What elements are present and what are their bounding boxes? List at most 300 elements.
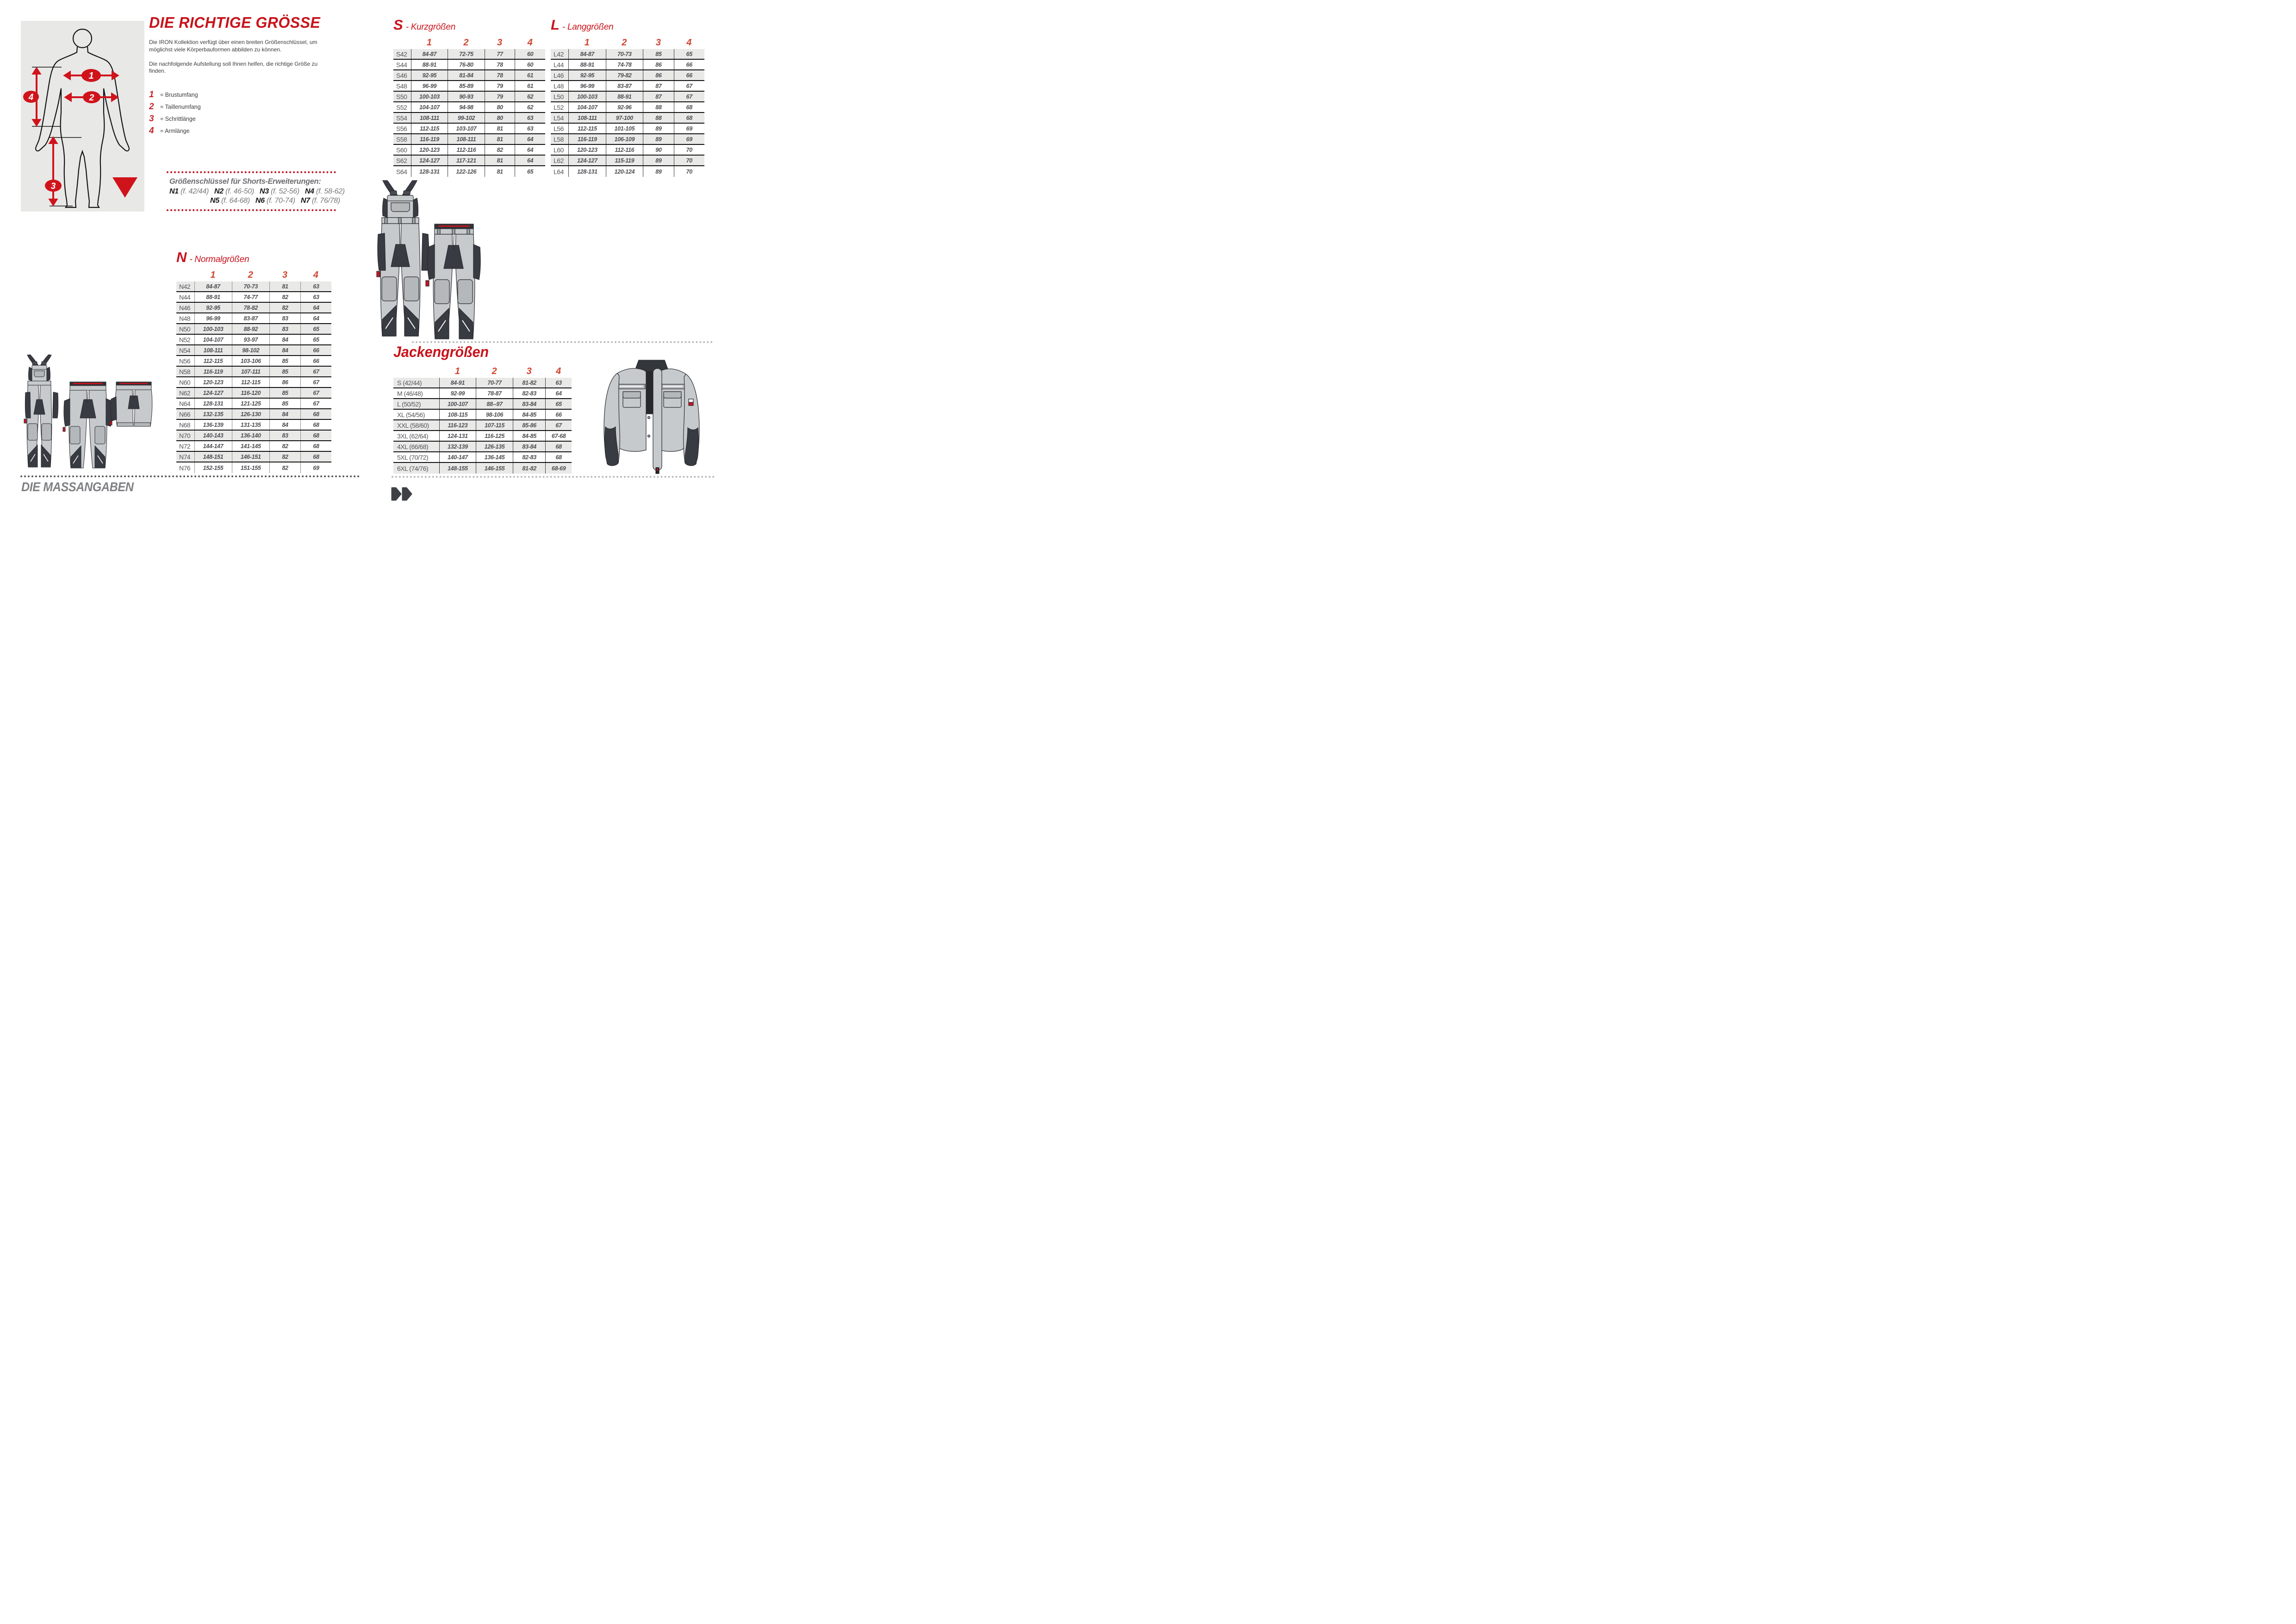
row-label: S62 [396,156,407,164]
table-row [551,166,704,177]
table-row [176,420,331,431]
size-value: 99-102 [448,113,485,123]
size-value: 84 [269,409,300,419]
size-value: 101-105 [606,124,643,133]
size-value: 69 [674,124,704,133]
size-value: 116-123 [439,420,476,430]
row-label: L (50/52) [397,400,421,408]
size-value: 112-116 [606,145,643,155]
size-value: 136-145 [476,452,513,462]
size-value: 81 [269,281,300,291]
size-value: 104-107 [194,335,232,344]
row-label: N72 [179,442,191,450]
row-label: N64 [179,400,191,407]
shorts-key-row-2 [210,197,340,205]
size-value: 92-99 [439,388,476,398]
row-label: L46 [554,71,564,79]
langgroessen-title [551,17,704,35]
size-value: 79-82 [606,70,643,80]
size-value: 112-115 [411,124,448,133]
table-row [176,388,331,399]
shorts-key-entry [214,187,254,196]
size-value: 88-91 [606,92,643,101]
size-value: 83-87 [232,313,269,323]
table-row [393,463,572,474]
size-value: 83 [269,431,300,440]
table-row [393,156,545,166]
size-value: 96-99 [194,313,232,323]
row-label: S56 [396,125,407,132]
size-value: 69 [300,462,331,473]
size-value: 62 [515,102,545,112]
legend-number: 3 [149,114,154,124]
size-value: 65 [545,399,572,409]
size-value: 68 [545,442,572,451]
size-value: 63 [515,124,545,133]
size-value: 148-151 [194,452,232,462]
shorts-size-code: N2 [214,187,226,195]
badge-2: 2 [89,93,94,103]
column-header-2: 2 [622,37,627,48]
size-value: 80 [485,113,515,123]
section-letter: S [393,17,403,33]
size-value: 88--97 [476,399,513,409]
size-value: 84-87 [568,49,605,59]
size-value: 61 [515,81,545,91]
size-value: 81 [485,124,515,133]
row-label: N68 [179,421,191,429]
table-row [393,442,572,452]
intro-paragraph-2: Die nachfolgende Aufstellung soll Ihnen helfen, die richtige Größe zu finden. [149,60,318,75]
size-value: 120-123 [568,145,605,155]
table-row [393,124,545,134]
size-value: 116-119 [411,134,448,144]
table-row [551,134,704,145]
legend-label: = Armlänge [160,128,190,134]
size-value: 64 [300,313,331,323]
size-value: 78 [485,70,515,80]
size-value: 141-145 [232,441,269,451]
size-value: 84 [269,420,300,430]
row-label: N58 [179,368,191,375]
table-row [393,60,545,70]
row-label: L50 [554,93,564,100]
size-value: 83-87 [606,81,643,91]
legend-label: = Brustumfang [160,92,198,98]
table-row [176,303,331,313]
table-row [176,377,331,388]
size-value: 63 [545,378,572,387]
size-value: 64 [515,134,545,144]
size-value: 146-155 [476,463,513,474]
column-header-3: 3 [282,270,288,280]
size-value: 92-95 [568,70,605,80]
size-value: 88-91 [568,60,605,69]
size-guide-page [0,0,717,507]
size-value: 128-131 [194,399,232,408]
size-value: 103-106 [232,356,269,366]
size-value: 103-107 [448,124,485,133]
size-value: 90 [643,145,673,155]
size-value: 124-127 [411,156,448,165]
shorts-size-code: N4 [305,187,316,195]
row-label: L58 [554,135,564,143]
shorts-key-entry [301,197,340,205]
column-headers [551,35,704,49]
column-header-1: 1 [584,37,590,48]
size-value: 66 [300,356,331,366]
table-row [551,145,704,156]
size-value: 65 [300,335,331,344]
size-value: 72-75 [448,49,485,59]
size-value: 66 [545,410,572,419]
table-rows [393,378,572,474]
size-value: 84-91 [439,378,476,387]
shorts-key-entry [169,187,209,196]
size-value: 88-91 [194,292,232,302]
size-value: 140-143 [194,431,232,440]
row-label: N42 [179,282,191,290]
size-value: 84-85 [513,410,545,419]
size-value: 104-107 [568,102,605,112]
column-header-3: 3 [497,37,503,48]
table-row [176,281,331,292]
size-value: 83 [269,313,300,323]
size-value: 82 [269,292,300,302]
size-value: 78-82 [232,303,269,312]
size-value: 70-73 [232,281,269,291]
column-header-2: 2 [492,366,497,376]
legend-number: 4 [149,126,154,136]
size-value: 86 [643,70,673,80]
size-value: 74-78 [606,60,643,69]
size-value: 108-115 [439,410,476,419]
size-value: 82-83 [513,452,545,462]
column-header-4: 4 [313,270,319,280]
size-value: 67 [545,420,572,430]
size-value: 88 [643,102,673,112]
size-value: 70 [674,166,704,177]
normalgroessen-table [176,249,331,473]
row-label: L54 [554,114,564,122]
size-value: 96-99 [568,81,605,91]
size-value: 67 [300,399,331,408]
row-label: L52 [554,103,564,111]
table-row [176,367,331,377]
row-label: L42 [554,50,564,58]
size-value: 100-103 [194,324,232,334]
shorts-size-range: (f. 46-50) [225,187,254,195]
legend-item [149,89,201,101]
size-value: 115-119 [606,156,643,165]
table-row [551,92,704,102]
size-value: 81 [485,166,515,177]
size-value: 86 [269,377,300,387]
row-label: L44 [554,61,564,69]
size-value: 107-115 [476,420,513,430]
page-title: DIE RICHTIGE GRÖSSE [149,14,321,31]
table-row [176,313,331,324]
size-value: 67 [300,377,331,387]
size-value: 64 [515,145,545,155]
table-rows [551,49,704,177]
row-label: M (46/48) [397,389,423,397]
size-value: 66 [674,60,704,69]
column-header-4: 4 [556,366,561,376]
row-label: N60 [179,378,191,386]
row-label: L48 [554,82,564,90]
size-value: 92-96 [606,102,643,112]
size-value: 81-82 [513,378,545,387]
row-label: L60 [554,146,564,154]
size-value: 92-95 [194,303,232,312]
table-row [176,335,331,345]
row-label: N50 [179,325,191,333]
size-value: 64 [515,156,545,165]
size-value: 116-119 [194,367,232,376]
row-label: N74 [179,453,191,461]
size-value: 83-84 [513,399,545,409]
size-value: 80 [485,102,515,112]
size-value: 69 [674,134,704,144]
shorts-size-range: (f. 76/78) [311,197,340,205]
normalgroessen-title [176,249,331,268]
size-value: 98-106 [476,410,513,419]
size-value: 106-109 [606,134,643,144]
table-rows [393,49,545,177]
size-value: 63 [300,281,331,291]
legend-item [149,125,201,137]
size-value: 152-155 [194,462,232,473]
table-row [393,113,545,124]
size-value: 122-126 [448,166,485,177]
shorts-size-range: (f. 42/44) [180,187,209,195]
size-value: 126-130 [232,409,269,419]
table-row [551,102,704,113]
body-measurement-figure [21,21,144,212]
size-value: 107-111 [232,367,269,376]
size-value: 82-83 [513,388,545,398]
size-value: 79 [485,81,515,91]
table-row [551,113,704,124]
shorts-key-entry [255,197,295,205]
size-value: 89 [643,166,673,177]
row-label: N66 [179,410,191,418]
column-header-4: 4 [686,37,692,48]
size-value: 62 [515,92,545,101]
size-value: 70 [674,145,704,155]
size-value: 85 [643,49,673,59]
table-row [393,378,572,388]
jackengroessen-title: Jackengrößen [393,344,489,360]
table-row [176,452,331,462]
size-value: 82 [269,303,300,312]
size-value: 96-99 [411,81,448,91]
row-label: N46 [179,304,191,312]
column-headers [393,35,545,49]
size-value: 98-102 [232,345,269,355]
row-label: S52 [396,103,407,111]
size-value: 81 [485,134,515,144]
table-row [551,156,704,166]
table-row [176,409,331,420]
column-header-1: 1 [210,270,216,280]
size-value: 124-131 [439,431,476,441]
size-value: 84 [269,345,300,355]
badge-1: 1 [88,71,94,81]
size-value: 68 [300,409,331,419]
row-label: 4XL (66/68) [397,443,429,450]
size-value: 84-87 [194,281,232,291]
size-value: 131-135 [232,420,269,430]
section-letter: N [176,249,187,265]
langgroessen-table [551,17,704,177]
table-row [176,356,331,367]
size-value: 63 [515,113,545,123]
row-label: S42 [396,50,407,58]
row-label: S64 [396,168,407,175]
section-subtitle: - Normalgrößen [189,255,249,264]
size-value: 120-123 [411,145,448,155]
size-value: 112-116 [448,145,485,155]
size-value: 112-115 [568,124,605,133]
size-value: 81-84 [448,70,485,80]
shorts-size-range: (f. 58-62) [316,187,345,195]
shorts-size-code: N5 [210,197,221,205]
size-value: 68 [300,441,331,451]
row-label: 6XL (74/76) [397,464,429,472]
table-row [176,462,331,473]
jacket-illustration [598,357,705,476]
section-subtitle: - Langgrößen [562,22,614,32]
size-value: 100-103 [568,92,605,101]
size-value: 70-77 [476,378,513,387]
size-value: 144-147 [194,441,232,451]
shorts-size-code: N7 [300,197,312,205]
size-value: 146-151 [232,452,269,462]
column-header-4: 4 [527,37,533,48]
shorts-key-entry [210,197,250,205]
size-value: 81-82 [513,463,545,474]
table-row [393,49,545,60]
size-value: 82 [269,441,300,451]
size-value: 121-125 [232,399,269,408]
table-row [551,70,704,81]
size-value: 85-86 [513,420,545,430]
size-value: 88-92 [232,324,269,334]
size-value: 84-87 [411,49,448,59]
row-label: S44 [396,61,407,69]
badge-4: 4 [28,93,34,102]
size-value: 83-84 [513,442,545,451]
table-row [393,388,572,399]
size-value: 65 [515,166,545,177]
size-value: 100-103 [411,92,448,101]
size-value: 116-119 [568,134,605,144]
size-value: 116-125 [476,431,513,441]
size-value: 70 [674,156,704,165]
size-value: 85-89 [448,81,485,91]
legend-item [149,113,201,125]
size-value: 132-139 [439,442,476,451]
bib-overall-and-trousers-illustration [367,180,486,343]
size-value: 151-155 [232,462,269,473]
size-value: 68 [300,452,331,462]
legend-number: 1 [149,90,154,100]
size-value: 74-77 [232,292,269,302]
size-value: 93-97 [232,335,269,344]
size-value: 112-115 [194,356,232,366]
size-value: 124-127 [194,388,232,398]
size-value: 108-111 [568,113,605,123]
table-row [176,345,331,356]
legend-label: = Taillenumfang [160,104,201,110]
size-value: 88-91 [411,60,448,69]
size-value: 84-85 [513,431,545,441]
row-label: S (42/44) [397,379,422,387]
row-label: N52 [179,336,191,344]
body-silhouette-illustration [21,21,144,212]
table-row [393,81,545,92]
size-value: 67 [300,367,331,376]
footer-title: DIE MASSANGABEN [21,480,134,494]
size-value: 67-68 [545,431,572,441]
size-value: 136-139 [194,420,232,430]
table-row [393,166,545,177]
size-value: 66 [300,345,331,355]
size-value: 97-100 [606,113,643,123]
row-label: N44 [179,293,191,301]
measurement-legend [149,89,201,137]
size-value: 117-121 [448,156,485,165]
size-value: 66 [674,70,704,80]
size-value: 148-155 [439,463,476,474]
size-value: 89 [643,124,673,133]
size-value: 85 [269,367,300,376]
kurzgroessen-table [393,17,545,177]
intro-paragraph-1: Die IRON Kollektion verfügt über einen breiten Größenschlüssel, um möglichst viele Körperbauformen abbilden zu können. [149,39,317,53]
row-label: XL (54/56) [397,411,425,418]
table-row [393,92,545,102]
row-label: N48 [179,314,191,322]
shorts-size-range: (f. 52-56) [270,187,299,195]
table-row [551,81,704,92]
size-value: 79 [485,92,515,101]
size-value: 89 [643,156,673,165]
shorts-key-title: Größenschlüssel für Shorts-Erweiterungen: [169,177,321,186]
size-value: 64 [545,388,572,398]
workwear-set-illustration [17,353,154,477]
table-row [176,324,331,335]
shorts-size-code: N1 [169,187,180,195]
size-value: 140-147 [439,452,476,462]
shorts-size-range: (f. 70-74) [266,197,295,205]
table-row [393,410,572,420]
row-label: N56 [179,357,191,365]
jackengroessen-table [393,344,572,474]
column-header-3: 3 [655,37,661,48]
column-header-1: 1 [426,37,432,48]
column-header-2: 2 [248,270,253,280]
size-value: 84 [269,335,300,344]
size-value: 132-135 [194,409,232,419]
size-value: 68 [545,452,572,462]
shorts-key-row-1 [169,187,345,196]
table-row [393,399,572,410]
size-value: 136-140 [232,431,269,440]
red-triangle-marker [112,177,137,198]
size-value: 68 [674,102,704,112]
